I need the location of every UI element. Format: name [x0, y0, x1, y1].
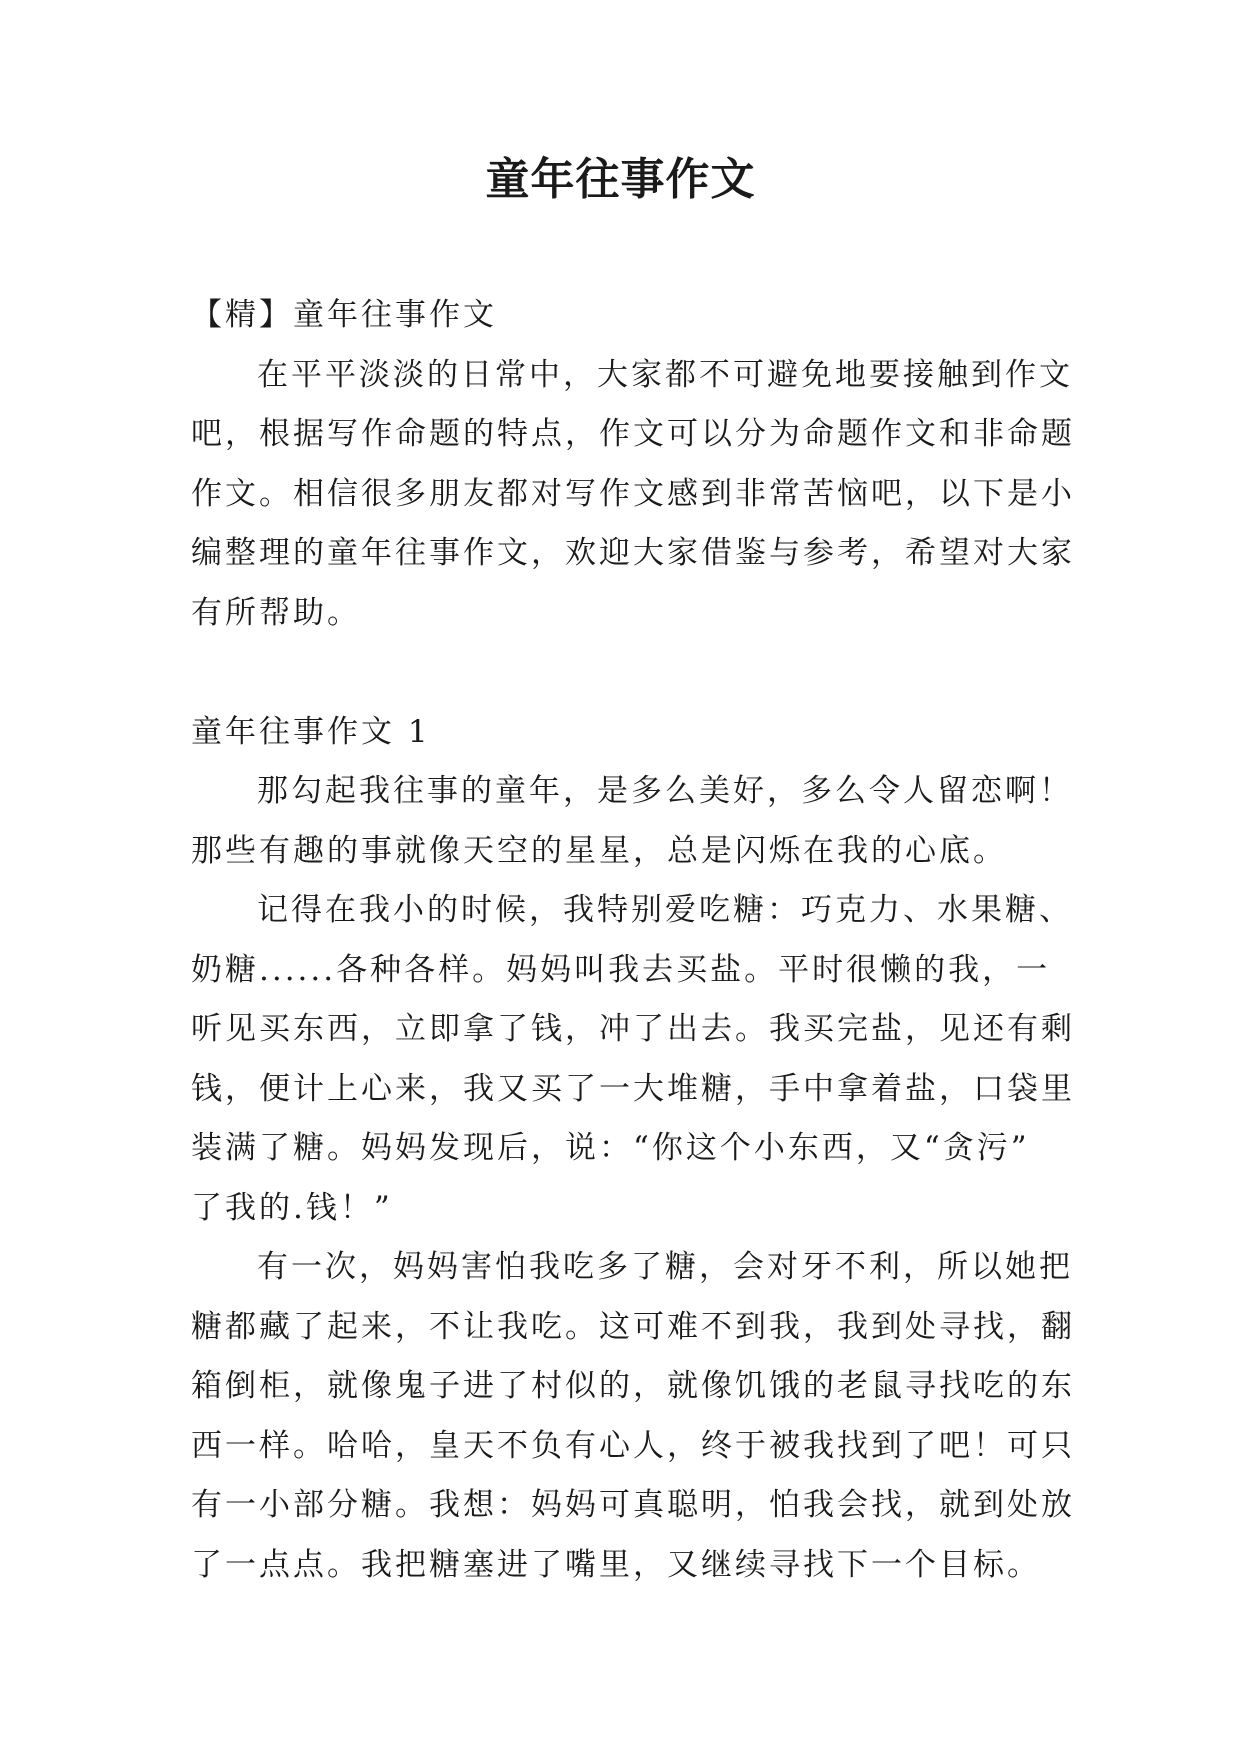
essay-paragraph-2	[191, 881, 1075, 1238]
paragraph-line: 了一点点。我把糖塞进了嘴里，又继续寻找下一个目标。	[191, 1546, 1041, 1583]
paragraph-line: 西一样。哈哈，皇天不负有心人，终于被我找到了吧！可只	[191, 1427, 1075, 1464]
paragraph-line: 箱倒柜，就像鬼子进了村似的，就像饥饿的老鼠寻找吃的东	[191, 1368, 1075, 1404]
intro-line: 编整理的童年往事作文，欢迎大家借鉴与参考，希望对大家	[191, 535, 1075, 571]
intro-line: 在平平淡淡的日常中，大家都不可避免地要接触到作文	[257, 356, 1073, 393]
paragraph-line: 奶糖......各种各样。妈妈叫我去买盐。平时很懒的我，一	[191, 951, 1051, 988]
paragraph-line: 有一小部分糖。我想：妈妈可真聪明，怕我会找，就到处放	[191, 1487, 1075, 1523]
essay-paragraph-1	[191, 762, 1073, 881]
paragraph-line: 那些有趣的事就像天空的星星，总是闪烁在我的心底。	[191, 832, 1007, 869]
paragraph-line: 有一次，妈妈害怕我吃多了糖，会对牙不利，所以她把	[257, 1249, 1073, 1285]
intro-line: 作文。相信很多朋友都对写作文感到非常苦恼吧，以下是小	[191, 475, 1075, 512]
paragraph-line: 钱，便计上心来，我又买了一大堆糖，手中拿着盐，口袋里	[191, 1070, 1075, 1107]
paragraph-line: 糖都藏了起来，不让我吃。这可难不到我，我到处寻找，翻	[191, 1308, 1075, 1345]
paragraph-line: 记得在我小的时候，我特别爱吃糖：巧克力、水果糖、	[257, 892, 1073, 928]
section-spacer	[191, 643, 1061, 703]
paragraph-line: 装满了糖。妈妈发现后，说：“你这个小东西，又“贪污”	[191, 1130, 1030, 1166]
intro-paragraph	[191, 346, 1075, 644]
intro-heading: 【精】童年往事作文	[191, 297, 497, 333]
section-title: 童年往事作文 1	[191, 713, 431, 750]
intro-line: 吧，根据写作命题的特点，作文可以分为命题作文和非命题	[191, 416, 1075, 452]
paragraph-line: 听见买东西，立即拿了钱，冲了出去。我买完盐，见还有剩	[191, 1011, 1075, 1047]
intro-line: 有所帮助。	[191, 594, 361, 631]
document-title: 童年往事作文	[485, 154, 756, 205]
paragraph-line: 了我的.钱！”	[191, 1189, 393, 1226]
document-body	[191, 286, 1075, 1595]
essay-paragraph-3	[191, 1238, 1075, 1595]
paragraph-line: 那勾起我往事的童年，是多么美好，多么令人留恋啊！	[257, 773, 1073, 809]
